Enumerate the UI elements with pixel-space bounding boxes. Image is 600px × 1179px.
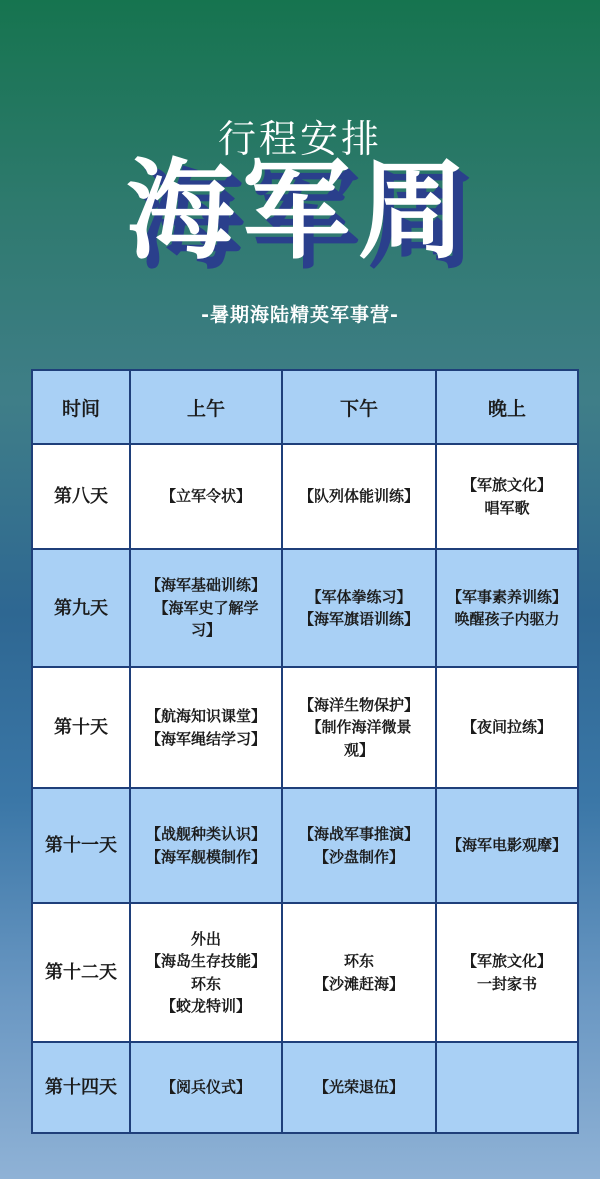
table-row [32,444,578,549]
activity-text: 环东 [343,952,374,970]
activity-text: 【沙滩赶海】 [313,974,404,993]
activity-text: 【光荣退伍】 [313,1078,404,1097]
activity-text: 【军旅文化】 [461,952,552,970]
activity-text: 【军事素养训练】 [446,587,567,606]
morning-cell [130,667,282,788]
main-title: 海军周 [125,149,474,274]
schedule-table [31,369,579,1134]
activity-text: 【制作海洋微景 [306,718,412,737]
activity-text: 外出 [190,929,221,948]
evening-cell [436,903,578,1042]
evening-cell [436,788,578,903]
table-row [32,788,578,903]
morning-cell [130,444,282,549]
day-cell: 第八天 [32,444,130,549]
table-row [32,549,578,667]
activity-text: 一封家书 [476,974,537,993]
activity-text: 唤醒孩子内驱力 [454,610,560,628]
table-row [32,903,578,1042]
afternoon-cell [282,549,436,667]
activity-text: 【海战军事推演】 [298,825,419,843]
activity-text: 环东 [190,974,221,993]
afternoon-cell [282,788,436,903]
afternoon-cell [282,903,436,1042]
activity-text: 【夜间拉练】 [461,718,552,737]
header-morning: 上午 [130,370,282,444]
activity-text: 【航海知识课堂】 [145,707,266,725]
activity-text: 【海军史了解学 [153,598,259,617]
activity-text: 【海军基础训练】 [145,576,266,595]
activity-text: 【阅兵仪式】 [160,1078,251,1097]
evening-cell [436,444,578,549]
activity-text: 【海洋生物保护】 [298,695,419,714]
header-evening: 晚上 [436,370,578,444]
day-cell: 第十一天 [32,788,130,903]
header-afternoon: 下午 [282,370,436,444]
evening-cell [436,667,578,788]
activity-text: 观】 [343,740,374,759]
morning-cell [130,1042,282,1133]
afternoon-cell [282,667,436,788]
activity-text: 习】 [190,621,221,640]
activity-text: 【海军电影观摩】 [446,836,567,855]
afternoon-cell [282,1042,436,1133]
table-row [32,1042,578,1133]
activity-text: 唱军歌 [484,498,530,517]
evening-cell [436,549,578,667]
evening-cell [436,1042,578,1133]
activity-text: 【队列体能训练】 [298,487,419,506]
subtitle: 行程安排 [217,117,382,161]
activity-text: 【海军旗语训练】 [298,610,419,628]
tagline: -暑期海陆精英军事营- [201,304,399,326]
activity-text: 【海军绳结学习】 [145,729,266,748]
activity-text: 【海军舰模制作】 [145,847,266,866]
activity-text: 【沙盘制作】 [313,847,404,866]
table-row [32,667,578,788]
activity-text: 【海岛生存技能】 [145,952,266,970]
activity-text: 【军体拳练习】 [306,587,412,606]
day-cell: 第十二天 [32,903,130,1042]
afternoon-cell [282,444,436,549]
morning-cell [130,903,282,1042]
activity-text: 【蛟龙特训】 [160,997,251,1015]
day-cell: 第十四天 [32,1042,130,1133]
morning-cell [130,788,282,903]
header-time: 时间 [32,370,130,444]
day-cell: 第十天 [32,667,130,788]
activity-text: 【战舰种类认识】 [145,825,266,843]
activity-text: 【立军令状】 [160,487,251,506]
table-header-row [32,370,578,444]
activity-text: 【军旅文化】 [461,476,552,494]
day-cell: 第九天 [32,549,130,667]
morning-cell [130,549,282,667]
